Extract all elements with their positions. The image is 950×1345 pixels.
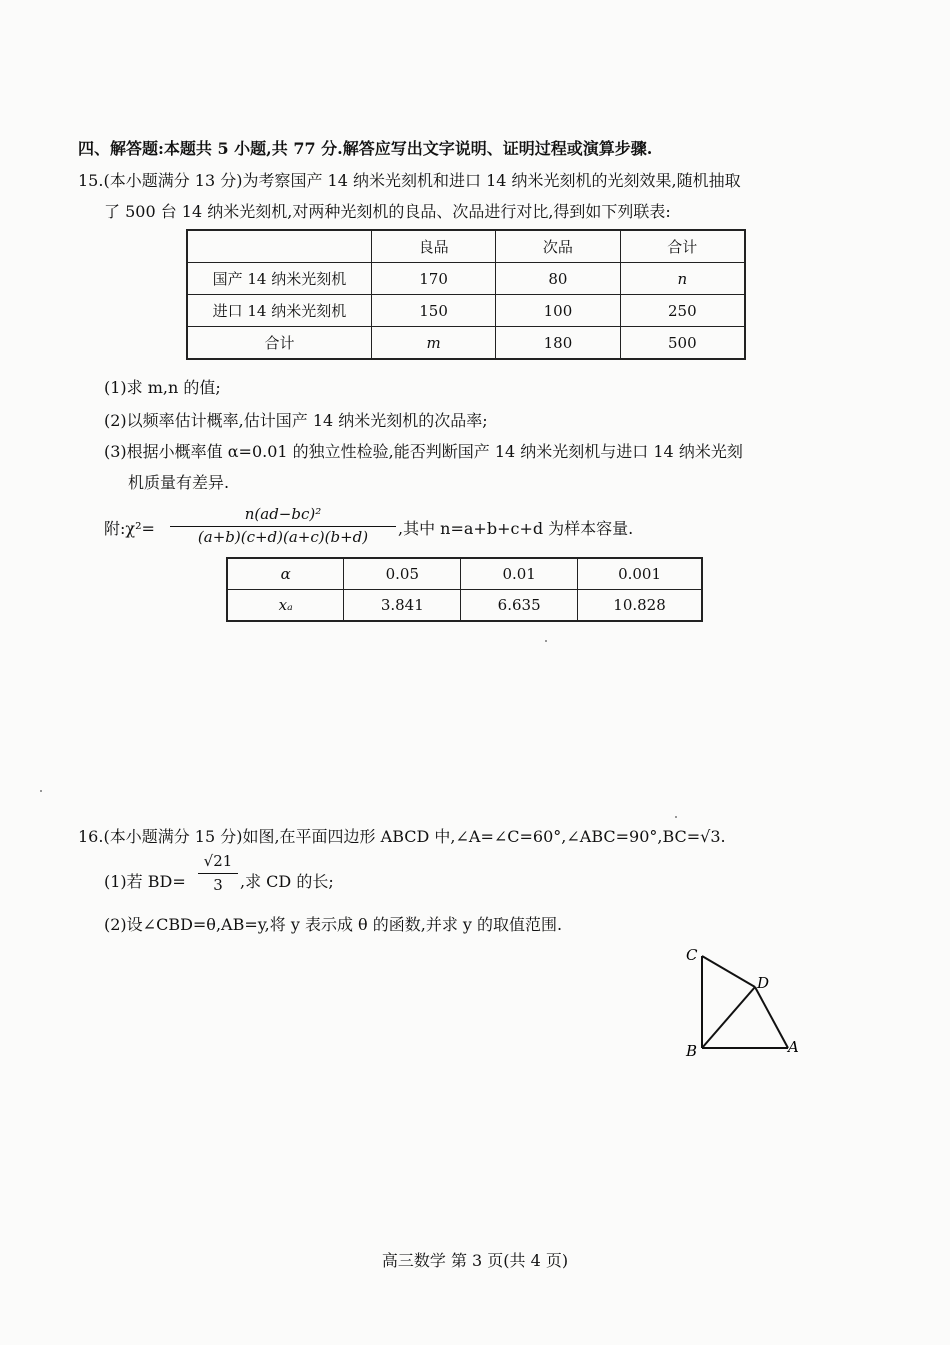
table-cell: 250	[620, 295, 745, 327]
label-b: B	[686, 1042, 698, 1060]
formula-suffix: ,其中 n=a+b+c+d 为样本容量.	[398, 519, 634, 538]
q15-line2: 了 500 台 14 纳米光刻机,对两种光刻机的良品、次品进行对比,得到如下列联表:	[104, 202, 671, 221]
table-cell: α	[227, 558, 344, 590]
fraction-bar	[170, 526, 396, 527]
table-cell: 0.01	[461, 558, 578, 590]
table-cell: 0.001	[578, 558, 702, 590]
q16-part2: (2)设∠CBD=θ,AB=y,将 y 表示成 θ 的函数,并求 y 的取值范围.	[104, 915, 563, 934]
table-cell: xₐ	[227, 590, 344, 622]
table-row	[187, 295, 745, 327]
q15-line1: 15.(本小题满分 13 分)为考察国产 14 纳米光刻机和进口 14 纳米光刻机的光刻效果,随机抽取	[78, 171, 741, 190]
edge-dc	[702, 956, 755, 987]
q15-part2: (2)以频率估计概率,估计国产 14 纳米光刻机的次品率;	[104, 411, 488, 430]
q15-part1: (1)求 m,n 的值;	[104, 378, 221, 397]
table-row	[227, 558, 702, 590]
label-d: D	[757, 974, 770, 992]
table-header-row	[187, 230, 745, 263]
part1-fraction-numerator: √21	[203, 852, 233, 870]
table-cell: m	[371, 327, 495, 360]
formula-denominator: (a+b)(c+d)(a+c)(b+d)	[197, 528, 369, 546]
table-cell: 500	[620, 327, 745, 360]
table-cell: 100	[496, 295, 620, 327]
critical-value-table	[226, 557, 703, 622]
table-header-cell: 良品	[371, 230, 495, 263]
table-cell: 3.841	[344, 590, 461, 622]
part1-fraction-denominator: 3	[213, 876, 223, 894]
formula-prefix: 附:χ²=	[104, 519, 155, 538]
contingency-table	[186, 229, 746, 360]
quadrilateral-figure	[680, 940, 810, 1065]
scan-speck	[545, 640, 547, 642]
part1-fraction-bar	[198, 873, 238, 874]
table-cell: 170	[371, 263, 495, 295]
table-cell: 0.05	[344, 558, 461, 590]
formula-numerator: n(ad−bc)²	[244, 505, 322, 523]
table-header-cell: 合计	[620, 230, 745, 263]
edge-ad	[755, 987, 788, 1048]
table-row	[227, 590, 702, 622]
table-cell: 合计	[187, 327, 371, 360]
section-header: 四、解答题:本题共 5 小题,共 77 分.解答应写出文字说明、证明过程或演算步骤.	[78, 139, 653, 158]
table-cell: 国产 14 纳米光刻机	[187, 263, 371, 295]
table-cell: 6.635	[461, 590, 578, 622]
table-cell: 180	[496, 327, 620, 360]
scan-speck	[675, 816, 677, 818]
q16-part1-prefix: (1)若 BD=	[104, 872, 186, 891]
q16-part1-suffix: ,求 CD 的长;	[240, 872, 334, 891]
table-cell: 进口 14 纳米光刻机	[187, 295, 371, 327]
page-footer: 高三数学 第 3 页(共 4 页)	[381, 1251, 569, 1270]
table-cell: 10.828	[578, 590, 702, 622]
table-cell: 80	[496, 263, 620, 295]
scan-speck	[40, 790, 42, 792]
table-row	[187, 327, 745, 360]
label-c: C	[686, 946, 698, 964]
table-cell: n	[620, 263, 745, 295]
table-cell: 150	[371, 295, 495, 327]
table-row	[187, 263, 745, 295]
diagonal-bd	[702, 987, 755, 1048]
table-cell	[187, 230, 371, 263]
table-header-cell: 次品	[496, 230, 620, 263]
label-a: A	[788, 1038, 799, 1056]
q15-part3-line1: (3)根据小概率值 α=0.01 的独立性检验,能否判断国产 14 纳米光刻机与进口 14 纳米光刻	[104, 442, 743, 461]
q16-line1: 16.(本小题满分 15 分)如图,在平面四边形 ABCD 中,∠A=∠C=60°,∠ABC=90°,BC=√3.	[78, 827, 726, 846]
q15-part3-line2: 机质量有差异.	[128, 473, 230, 492]
